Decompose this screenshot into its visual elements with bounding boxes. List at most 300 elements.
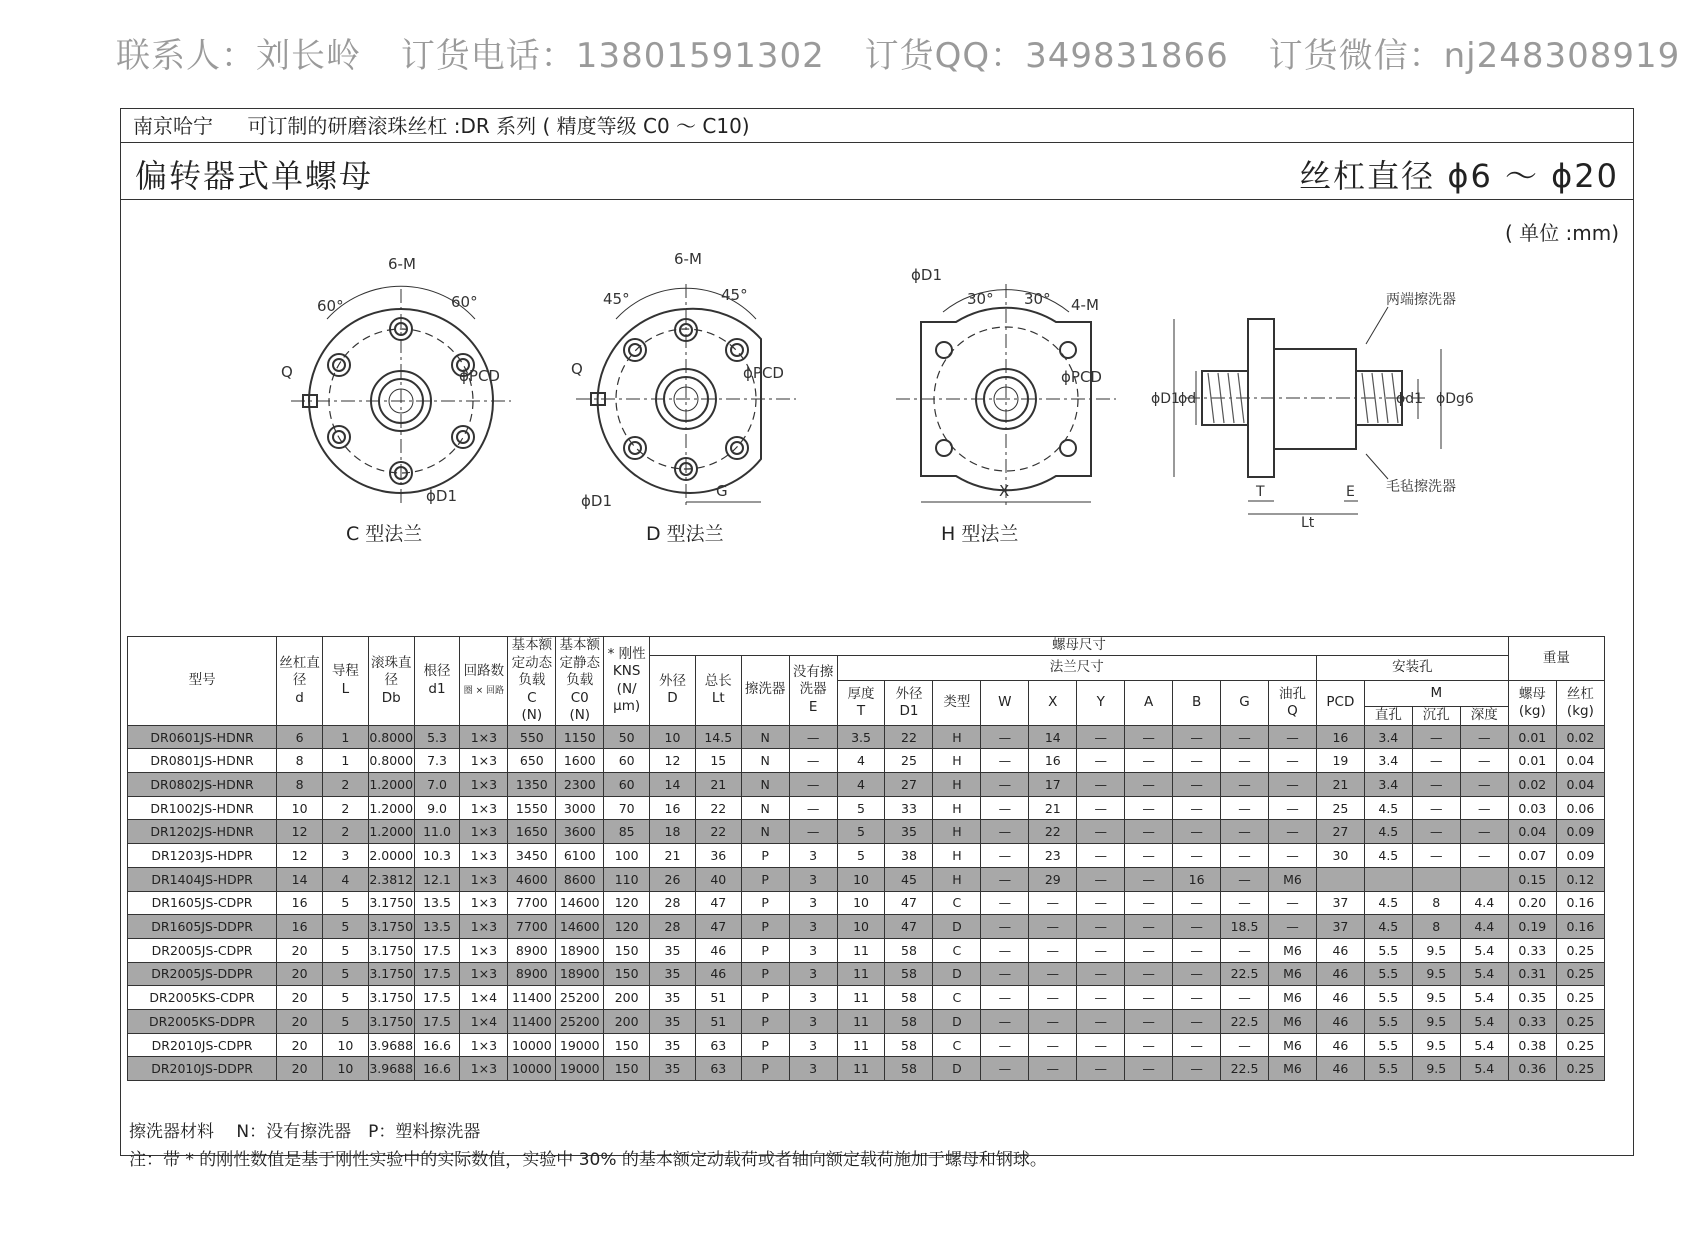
side-felt-label: 毛毡擦洗器 bbox=[1386, 479, 1456, 495]
th-no-wiper: 没有擦洗器 E bbox=[789, 655, 837, 725]
table-cell: 5 bbox=[837, 820, 885, 844]
table-cell: — bbox=[981, 820, 1029, 844]
table-cell: 5.4 bbox=[1460, 938, 1508, 962]
table-cell: 11 bbox=[837, 1033, 885, 1057]
table-cell: — bbox=[1173, 725, 1221, 749]
table-cell: — bbox=[1077, 867, 1125, 891]
table-cell: 11 bbox=[837, 1009, 885, 1033]
table-cell: 8900 bbox=[508, 962, 556, 986]
table-cell: 5.3 bbox=[414, 725, 460, 749]
table-cell: 0.04 bbox=[1508, 820, 1556, 844]
d-angle-right: 45° bbox=[721, 286, 748, 304]
table-cell: — bbox=[1460, 725, 1508, 749]
table-cell bbox=[1412, 867, 1460, 891]
table-cell: 16 bbox=[1029, 749, 1077, 773]
table-cell: 14 bbox=[650, 773, 696, 797]
table-cell: 20 bbox=[277, 1009, 323, 1033]
table-cell: — bbox=[1077, 1009, 1125, 1033]
table-cell: — bbox=[1029, 986, 1077, 1010]
side-d-label: ϕd bbox=[1178, 391, 1197, 407]
table-cell: — bbox=[981, 986, 1029, 1010]
table-cell: 3 bbox=[789, 891, 837, 915]
table-cell: — bbox=[1173, 773, 1221, 797]
table-cell: — bbox=[1268, 844, 1316, 868]
table-cell: 11400 bbox=[508, 986, 556, 1010]
table-cell: 46 bbox=[1316, 938, 1364, 962]
table-cell: 35 bbox=[650, 986, 696, 1010]
table-cell: 14600 bbox=[556, 915, 604, 939]
table-cell: — bbox=[1125, 915, 1173, 939]
table-cell: — bbox=[981, 844, 1029, 868]
table-cell: — bbox=[1268, 891, 1316, 915]
table-cell: 46 bbox=[695, 938, 741, 962]
table-cell: 47 bbox=[695, 915, 741, 939]
table-cell bbox=[1364, 867, 1412, 891]
spec-table-body bbox=[128, 725, 1605, 1080]
th-screw-dia: 丝杠直径 d bbox=[277, 637, 323, 726]
table-cell: 120 bbox=[604, 891, 650, 915]
table-cell: — bbox=[1460, 773, 1508, 797]
table-cell: 36 bbox=[695, 844, 741, 868]
table-cell: 9.5 bbox=[1412, 1057, 1460, 1081]
table-cell: 16 bbox=[1173, 867, 1221, 891]
table-cell: 22 bbox=[1029, 820, 1077, 844]
table-cell: 1×3 bbox=[460, 867, 508, 891]
table-cell: — bbox=[1412, 844, 1460, 868]
diameter-range: 丝杠直径 ϕ6 ～ ϕ20 bbox=[1299, 157, 1619, 195]
table-cell: 25 bbox=[1316, 796, 1364, 820]
table-cell: 0.25 bbox=[1556, 938, 1604, 962]
h-angle-left: 30° bbox=[967, 290, 994, 308]
table-cell: 70 bbox=[604, 796, 650, 820]
th-total-len: 总长 Lt bbox=[695, 655, 741, 725]
table-cell: 11 bbox=[837, 986, 885, 1010]
table-cell: 20 bbox=[277, 1057, 323, 1081]
table-cell: H bbox=[933, 773, 981, 797]
table-cell: 3.4 bbox=[1364, 773, 1412, 797]
table-cell: 5.5 bbox=[1364, 962, 1412, 986]
table-cell: 33 bbox=[885, 796, 933, 820]
table-cell: 4.5 bbox=[1364, 915, 1412, 939]
model-cell: DR2005KS-DDPR bbox=[128, 1009, 277, 1033]
table-cell: 5.4 bbox=[1460, 1033, 1508, 1057]
table-cell: 150 bbox=[604, 1057, 650, 1081]
side-dg6-label: ϕDg6 bbox=[1436, 391, 1474, 407]
table-cell: 4600 bbox=[508, 867, 556, 891]
table-cell: 10 bbox=[837, 891, 885, 915]
table-cell: 150 bbox=[604, 1033, 650, 1057]
table-cell: 5 bbox=[837, 844, 885, 868]
table-cell: — bbox=[981, 962, 1029, 986]
table-cell: 16 bbox=[650, 796, 696, 820]
table-cell: 5.4 bbox=[1460, 962, 1508, 986]
table-cell: 17.5 bbox=[414, 938, 460, 962]
table-cell: 16.6 bbox=[414, 1057, 460, 1081]
model-cell: DR2010JS-CDPR bbox=[128, 1033, 277, 1057]
title-bar bbox=[121, 143, 1633, 200]
table-cell: 10 bbox=[322, 1057, 368, 1081]
table-cell: 0.04 bbox=[1556, 773, 1604, 797]
table-cell: — bbox=[789, 773, 837, 797]
table-cell: 5 bbox=[322, 986, 368, 1010]
table-cell: 9.5 bbox=[1412, 938, 1460, 962]
table-cell: — bbox=[981, 891, 1029, 915]
table-cell: 5.4 bbox=[1460, 986, 1508, 1010]
h-flange-caption: H 型法兰 bbox=[941, 523, 1019, 545]
th-weight: 重量 bbox=[1508, 637, 1604, 681]
table-cell: 26 bbox=[650, 867, 696, 891]
table-cell: 63 bbox=[695, 1057, 741, 1081]
table-cell: 5 bbox=[322, 938, 368, 962]
table-cell: 0.12 bbox=[1556, 867, 1604, 891]
table-cell: 10 bbox=[650, 725, 696, 749]
table-cell: 46 bbox=[1316, 1009, 1364, 1033]
contact-person: 联系人：刘长岭 bbox=[116, 36, 361, 76]
c-6m-label: 6-M bbox=[388, 255, 416, 273]
th-stat-load: 基本额定静态负载 C0 (N) bbox=[556, 637, 604, 726]
table-cell: 3.9688 bbox=[368, 1057, 414, 1081]
table-cell: — bbox=[1173, 986, 1221, 1010]
h-x-label: X bbox=[999, 482, 1010, 500]
table-cell: — bbox=[1412, 773, 1460, 797]
table-cell: N bbox=[741, 773, 789, 797]
th-flange-od: 外径 D1 bbox=[885, 681, 933, 725]
table-cell: 46 bbox=[1316, 1033, 1364, 1057]
table-cell: 60 bbox=[604, 749, 650, 773]
table-cell: H bbox=[933, 867, 981, 891]
table-cell: — bbox=[1268, 796, 1316, 820]
table-cell: 28 bbox=[650, 891, 696, 915]
table-cell: 3 bbox=[789, 1033, 837, 1057]
table-cell: 18 bbox=[650, 820, 696, 844]
table-cell: 10 bbox=[837, 867, 885, 891]
table-cell: 0.25 bbox=[1556, 962, 1604, 986]
th-oil-hole: 油孔 Q bbox=[1268, 681, 1316, 725]
page-title: 偏转器式单螺母 bbox=[135, 157, 374, 195]
th-nut-weight: 螺母 (kg) bbox=[1508, 681, 1556, 725]
brand-name: 南京哈宁 bbox=[133, 114, 213, 138]
table-cell: 10000 bbox=[508, 1033, 556, 1057]
table-cell: M6 bbox=[1268, 1009, 1316, 1033]
table-cell: 0.16 bbox=[1556, 891, 1604, 915]
table-cell: P bbox=[741, 867, 789, 891]
table-cell: 5 bbox=[322, 915, 368, 939]
table-row bbox=[128, 844, 1605, 868]
th-nut-dims: 螺母尺寸 bbox=[650, 637, 1509, 656]
table-cell: 50 bbox=[604, 725, 650, 749]
table-cell: — bbox=[1077, 773, 1125, 797]
table-cell: 120 bbox=[604, 915, 650, 939]
table-cell: 51 bbox=[695, 1009, 741, 1033]
table-cell: C bbox=[933, 1033, 981, 1057]
table-cell: 1×3 bbox=[460, 1057, 508, 1081]
table-cell: 8600 bbox=[556, 867, 604, 891]
table-cell: 7700 bbox=[508, 891, 556, 915]
table-cell: 6 bbox=[277, 725, 323, 749]
d-d1-label: ϕD1 bbox=[581, 492, 612, 510]
table-cell: 8 bbox=[277, 773, 323, 797]
table-cell: — bbox=[1125, 1057, 1173, 1081]
table-cell: — bbox=[1221, 867, 1269, 891]
table-cell: 1×3 bbox=[460, 773, 508, 797]
table-cell: 3.1750 bbox=[368, 962, 414, 986]
table-cell: 1×3 bbox=[460, 938, 508, 962]
table-cell: D bbox=[933, 962, 981, 986]
table-cell: 25200 bbox=[556, 1009, 604, 1033]
th-w: W bbox=[981, 681, 1029, 725]
table-cell: — bbox=[1221, 844, 1269, 868]
model-cell: DR1002JS-HDNR bbox=[128, 796, 277, 820]
table-row bbox=[128, 1009, 1605, 1033]
table-cell: — bbox=[981, 1009, 1029, 1033]
table-cell: — bbox=[981, 938, 1029, 962]
c-flange-drawing bbox=[271, 249, 531, 509]
c-q-label: Q bbox=[281, 363, 293, 381]
table-cell: 0.8000 bbox=[368, 725, 414, 749]
table-cell: 7.0 bbox=[414, 773, 460, 797]
table-cell: 0.09 bbox=[1556, 820, 1604, 844]
table-cell: P bbox=[741, 1009, 789, 1033]
table-cell: — bbox=[1221, 796, 1269, 820]
table-cell: 27 bbox=[885, 773, 933, 797]
table-row bbox=[128, 1033, 1605, 1057]
c-pcd-label: ϕPCD bbox=[459, 367, 500, 385]
d-angle-left: 45° bbox=[603, 290, 630, 308]
table-cell: — bbox=[1077, 938, 1125, 962]
table-cell: 3 bbox=[789, 962, 837, 986]
table-cell: — bbox=[1173, 1009, 1221, 1033]
table-row bbox=[128, 725, 1605, 749]
table-cell: 14600 bbox=[556, 891, 604, 915]
table-cell: 16 bbox=[277, 891, 323, 915]
table-cell: M6 bbox=[1268, 938, 1316, 962]
model-cell: DR1605JS-DDPR bbox=[128, 915, 277, 939]
table-cell: — bbox=[981, 749, 1029, 773]
table-cell: — bbox=[1029, 962, 1077, 986]
table-cell: 0.06 bbox=[1556, 796, 1604, 820]
table-cell: 0.16 bbox=[1556, 915, 1604, 939]
table-cell: 5 bbox=[322, 891, 368, 915]
model-cell: DR1404JS-HDPR bbox=[128, 867, 277, 891]
table-cell: — bbox=[1173, 1057, 1221, 1081]
h-angle-right: 30° bbox=[1024, 290, 1051, 308]
table-cell: — bbox=[1125, 796, 1173, 820]
table-cell: 5 bbox=[837, 796, 885, 820]
table-cell: 5 bbox=[322, 1009, 368, 1033]
table-cell: 3 bbox=[789, 1057, 837, 1081]
table-cell: — bbox=[1125, 725, 1173, 749]
table-cell: 19000 bbox=[556, 1033, 604, 1057]
table-cell: — bbox=[789, 820, 837, 844]
table-cell: 58 bbox=[885, 938, 933, 962]
table-cell: 27 bbox=[1316, 820, 1364, 844]
th-ball-dia: 滚珠直径 Db bbox=[368, 637, 414, 726]
th-depth: 深度 bbox=[1460, 707, 1508, 726]
table-cell: 2.3812 bbox=[368, 867, 414, 891]
table-cell: 650 bbox=[508, 749, 556, 773]
table-cell: — bbox=[981, 773, 1029, 797]
table-cell: 25 bbox=[885, 749, 933, 773]
table-cell: 11 bbox=[837, 1057, 885, 1081]
table-cell: 3.5 bbox=[837, 725, 885, 749]
table-cell: 8 bbox=[1412, 891, 1460, 915]
table-cell: — bbox=[1077, 962, 1125, 986]
table-cell: 85 bbox=[604, 820, 650, 844]
table-cell: 1350 bbox=[508, 773, 556, 797]
table-cell: 22.5 bbox=[1221, 1009, 1269, 1033]
table-cell: 7.3 bbox=[414, 749, 460, 773]
table-cell: 38 bbox=[885, 844, 933, 868]
table-cell: 20 bbox=[277, 938, 323, 962]
table-cell: 3 bbox=[322, 844, 368, 868]
table-cell: 35 bbox=[650, 938, 696, 962]
table-cell: 11 bbox=[837, 938, 885, 962]
c-angle-left: 60° bbox=[317, 297, 344, 315]
table-cell: 4.5 bbox=[1364, 844, 1412, 868]
table-cell: 3450 bbox=[508, 844, 556, 868]
h-4m-label: 4-M bbox=[1071, 296, 1099, 314]
table-cell: — bbox=[1125, 867, 1173, 891]
table-cell: 0.01 bbox=[1508, 749, 1556, 773]
th-rigidity: * 刚性 KNS (N/μm) bbox=[604, 637, 650, 726]
table-cell: 18900 bbox=[556, 962, 604, 986]
table-cell: 1×3 bbox=[460, 796, 508, 820]
table-cell: — bbox=[1221, 749, 1269, 773]
th-dyn-load: 基本额定动态负载 C (N) bbox=[508, 637, 556, 726]
table-cell: 2.0000 bbox=[368, 844, 414, 868]
table-cell: 8 bbox=[1412, 915, 1460, 939]
table-cell: — bbox=[1125, 962, 1173, 986]
table-cell: 3.4 bbox=[1364, 725, 1412, 749]
table-cell: 4.4 bbox=[1460, 891, 1508, 915]
table-cell: — bbox=[1221, 820, 1269, 844]
table-cell: — bbox=[1125, 773, 1173, 797]
table-cell: M6 bbox=[1268, 1033, 1316, 1057]
table-cell: 0.25 bbox=[1556, 1033, 1604, 1057]
table-cell: H bbox=[933, 725, 981, 749]
table-cell: 6100 bbox=[556, 844, 604, 868]
d-flange-drawing bbox=[571, 244, 831, 514]
table-cell: 35 bbox=[650, 1009, 696, 1033]
table-cell: 28 bbox=[650, 915, 696, 939]
contact-phone: 订货电话：13801591302 bbox=[400, 36, 825, 76]
h-d1-label: ϕD1 bbox=[911, 266, 942, 284]
table-cell: 5.5 bbox=[1364, 1033, 1412, 1057]
table-cell: — bbox=[981, 915, 1029, 939]
table-cell: 20 bbox=[277, 986, 323, 1010]
table-cell: 58 bbox=[885, 986, 933, 1010]
table-cell: C bbox=[933, 891, 981, 915]
table-cell: — bbox=[981, 1033, 1029, 1057]
table-cell: 3 bbox=[789, 938, 837, 962]
table-cell: — bbox=[1173, 1033, 1221, 1057]
th-root-dia: 根径 d1 bbox=[414, 637, 460, 726]
th-x: X bbox=[1029, 681, 1077, 725]
side-wipers-label: 两端擦洗器 bbox=[1386, 292, 1456, 308]
table-cell: 1.2000 bbox=[368, 773, 414, 797]
table-cell: M6 bbox=[1268, 867, 1316, 891]
table-cell: 4 bbox=[837, 773, 885, 797]
c-angle-right: 60° bbox=[451, 293, 478, 311]
table-cell: — bbox=[1029, 938, 1077, 962]
table-cell: 4.5 bbox=[1364, 891, 1412, 915]
table-cell: 100 bbox=[604, 844, 650, 868]
table-cell: 9.5 bbox=[1412, 962, 1460, 986]
table-cell: 15 bbox=[695, 749, 741, 773]
table-cell: D bbox=[933, 1057, 981, 1081]
table-cell: 58 bbox=[885, 1033, 933, 1057]
table-cell: 5 bbox=[322, 962, 368, 986]
table-cell: 2 bbox=[322, 773, 368, 797]
series-title: 可订制的研磨滚珠丝杠 :DR 系列 ( 精度等级 C0 ～ C10) bbox=[247, 114, 750, 138]
d-q-label: Q bbox=[571, 360, 583, 378]
table-cell: — bbox=[1125, 820, 1173, 844]
table-cell: 10 bbox=[837, 915, 885, 939]
table-cell: P bbox=[741, 891, 789, 915]
table-cell: 9.0 bbox=[414, 796, 460, 820]
th-model: 型号 bbox=[128, 637, 277, 726]
table-cell: 46 bbox=[1316, 1057, 1364, 1081]
table-cell: P bbox=[741, 938, 789, 962]
d-6m-label: 6-M bbox=[674, 250, 702, 268]
model-cell: DR0801JS-HDNR bbox=[128, 749, 277, 773]
table-cell: 10000 bbox=[508, 1057, 556, 1081]
table-cell: 550 bbox=[508, 725, 556, 749]
table-cell: 47 bbox=[885, 891, 933, 915]
table-cell: H bbox=[933, 749, 981, 773]
table-cell: 60 bbox=[604, 773, 650, 797]
table-cell: 47 bbox=[885, 915, 933, 939]
model-cell: DR0601JS-HDNR bbox=[128, 725, 277, 749]
table-cell: 11 bbox=[837, 962, 885, 986]
table-cell: 0.33 bbox=[1508, 938, 1556, 962]
table-cell: 4.4 bbox=[1460, 915, 1508, 939]
table-cell: 2 bbox=[322, 796, 368, 820]
table-cell: — bbox=[1460, 820, 1508, 844]
table-cell: — bbox=[981, 725, 1029, 749]
table-cell: 150 bbox=[604, 938, 650, 962]
table-cell: 17.5 bbox=[414, 962, 460, 986]
d-flange-caption: D 型法兰 bbox=[646, 523, 724, 545]
table-cell: 30 bbox=[1316, 844, 1364, 868]
table-cell: 0.04 bbox=[1556, 749, 1604, 773]
table-cell: — bbox=[1268, 773, 1316, 797]
table-cell: H bbox=[933, 796, 981, 820]
table-cell: 5.5 bbox=[1364, 986, 1412, 1010]
table-cell: — bbox=[1221, 1033, 1269, 1057]
table-cell: 1×3 bbox=[460, 725, 508, 749]
d-g-label: G bbox=[716, 482, 728, 500]
table-cell: 18900 bbox=[556, 938, 604, 962]
table-cell: 3.4 bbox=[1364, 749, 1412, 773]
th-g: G bbox=[1221, 681, 1269, 725]
table-cell: — bbox=[1077, 986, 1125, 1010]
table-row bbox=[128, 749, 1605, 773]
table-cell: — bbox=[1029, 1009, 1077, 1033]
table-cell: 25200 bbox=[556, 986, 604, 1010]
table-cell: 21 bbox=[1316, 773, 1364, 797]
table-cell bbox=[1316, 867, 1364, 891]
table-cell: 12 bbox=[650, 749, 696, 773]
table-cell: — bbox=[1173, 820, 1221, 844]
table-cell: — bbox=[1221, 891, 1269, 915]
table-cell: 0.02 bbox=[1556, 725, 1604, 749]
table-cell: 3000 bbox=[556, 796, 604, 820]
table-cell: 1×3 bbox=[460, 749, 508, 773]
table-cell: 18.5 bbox=[1221, 915, 1269, 939]
th-lead: 导程 L bbox=[322, 637, 368, 726]
table-cell: 16 bbox=[1316, 725, 1364, 749]
